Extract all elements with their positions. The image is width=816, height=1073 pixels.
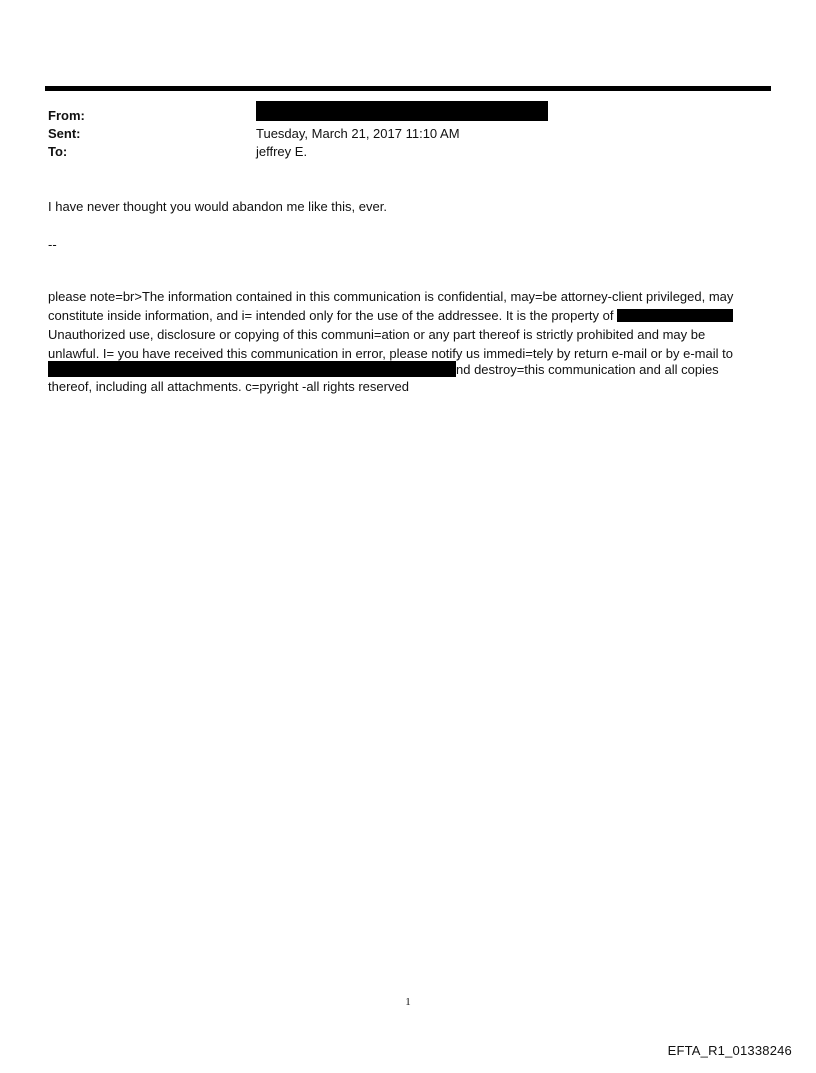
disclaimer-line-5-text: nd destroy=this communication and all copies xyxy=(456,362,719,377)
redaction-bar xyxy=(48,361,456,377)
disclaimer-line-2 xyxy=(48,306,733,325)
disclaimer-line-1: please note=br>The information contained in this communication is confidential, may=be attorney-client privileged, may xyxy=(48,289,734,304)
document-id: EFTA_R1_01338246 xyxy=(667,1043,792,1058)
to-label: To: xyxy=(48,144,68,159)
signature-separator: -- xyxy=(48,237,57,252)
to-value: jeffrey E. xyxy=(256,144,308,159)
redaction-bar xyxy=(256,101,548,121)
sent-value: Tuesday, March 21, 2017 11:10 AM xyxy=(256,126,460,141)
sent-label: Sent: xyxy=(48,126,81,141)
disclaimer-line-3: Unauthorized use, disclosure or copying of this communi=ation or any part thereof is strictly prohibited and may be xyxy=(48,327,706,342)
disclaimer-line-6: thereof, including all attachments. c=pyright -all rights reserved xyxy=(48,379,409,394)
redaction-bar xyxy=(617,309,733,322)
from-value-redacted xyxy=(256,101,548,125)
page-number: 1 xyxy=(405,996,411,1008)
disclaimer-line-4: unlawful. I= you have received this communication in error, please notify us immedi=tely by return e-mail or by e-mail to xyxy=(48,346,733,361)
header-rule xyxy=(45,86,771,91)
from-label: From: xyxy=(48,108,85,123)
disclaimer-line-2-text: constitute inside information, and i= intended only for the use of the addressee. It is the property of xyxy=(48,308,614,323)
message-body: I have never thought you would abandon me like this, ever. xyxy=(48,199,387,214)
